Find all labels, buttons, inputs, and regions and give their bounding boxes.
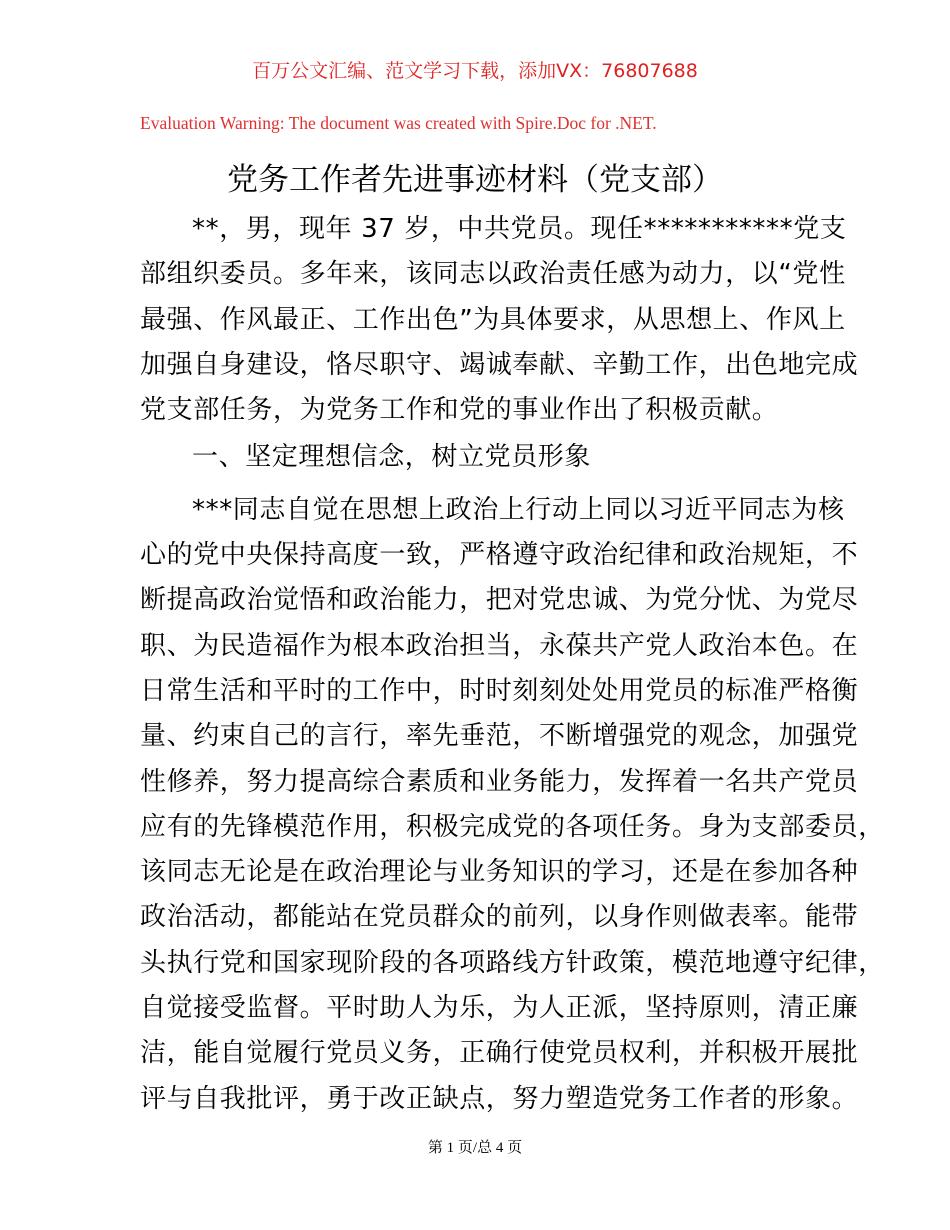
section-heading: 一、坚定理想信念，树立党员形象 <box>192 442 592 473</box>
evaluation-warning: Evaluation Warning: The document was created with Spire.Doc for .NET. <box>140 113 657 133</box>
document-body <box>140 207 885 1122</box>
text-line: 断提高政治觉悟和政治能力，把对党忠诚、为党分忧、为党尽 <box>140 585 859 616</box>
text-line: 性修养，努力提高综合素质和业务能力，发挥着一名共产党员 <box>140 766 859 797</box>
text-line: 量、约束自己的言行，率先垂范，不断增强党的观念，加强党 <box>140 721 859 752</box>
text-line: 政治活动，都能站在党员群众的前列，以身作则做表率。能带 <box>140 902 859 933</box>
text-line: 党支部任务，为党务工作和党的事业作出了积极贡献。 <box>140 395 779 426</box>
text-line: 日常生活和平时的工作中，时时刻刻处处用党员的标准严格衡 <box>140 675 859 706</box>
text-line: 最强、作风最正、工作出色”为具体要求，从思想上、作风上 <box>140 304 846 335</box>
text-line: 评与自我批评，勇于改正缺点，努力塑造党务工作者的形象。 <box>140 1083 859 1114</box>
text-line: 部组织委员。多年来，该同志以政治责任感为动力，以“党性 <box>140 259 846 290</box>
text-line: 应有的先锋模范作用，积极完成党的各项任务。身为支部委员， <box>140 811 885 842</box>
text-line: **，男，现年 37 岁，中共党员。现任***********党支 <box>192 214 847 244</box>
text-line: 洁，能自觉履行党员义务，正确行使党员权利，并积极开展批 <box>140 1038 859 1069</box>
text-line: ***同志自觉在思想上政治上行动上同以习近平同志为核 <box>192 494 845 525</box>
text-line: 自觉接受监督。平时助人为乐，为人正派，坚持原则，清正廉 <box>140 993 859 1024</box>
text-line: 加强自身建设，恪尽职守、竭诚奉献、辛勤工作，出色地完成 <box>140 349 859 380</box>
document-title: 党务工作者先进事迹材料（党支部） <box>227 162 723 198</box>
text-line: 心的党中央保持高度一致，严格遵守政治纪律和政治规矩，不 <box>140 540 859 571</box>
text-line: 职、为民造福作为根本政治担当，永葆共产党人政治本色。在 <box>140 630 859 661</box>
header-banner: 百万公文汇编、范文学习下载，添加VX：76807688 <box>252 60 698 82</box>
text-line: 该同志无论是在政治理论与业务知识的学习，还是在参加各种 <box>140 857 859 888</box>
text-line: 头执行党和国家现阶段的各项路线方针政策，模范地遵守纪律， <box>140 947 885 978</box>
page-number: 第 1 页/总 4 页 <box>427 1140 523 1156</box>
